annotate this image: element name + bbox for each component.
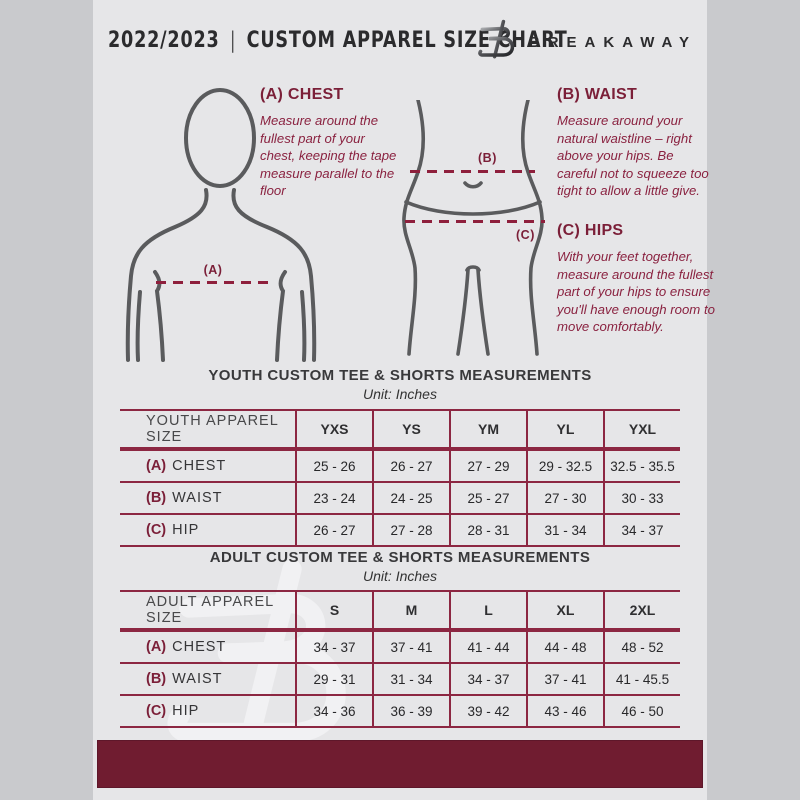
size-cell: 26 - 27 <box>372 451 449 481</box>
size-cell: 36 - 39 <box>372 696 449 726</box>
size-column-header: L <box>449 592 526 628</box>
size-cell: 26 - 27 <box>295 515 372 545</box>
table-header-row <box>120 411 680 449</box>
chest-marker-label: (A) <box>203 263 223 277</box>
size-cell: 27 - 29 <box>449 451 526 481</box>
size-cell: 37 - 41 <box>526 664 603 694</box>
size-column-header: YXS <box>295 411 372 447</box>
row-name: CHEST <box>172 639 227 655</box>
breakaway-logo-icon <box>477 18 521 62</box>
table-row <box>120 694 680 726</box>
table-header-row <box>120 592 680 630</box>
chest-guide-text: Measure around the fullest part of your chest, keeping the tape measure parallel to the floor <box>260 113 397 198</box>
size-cell: 23 - 24 <box>295 483 372 513</box>
row-name: WAIST <box>172 671 223 687</box>
size-cell: 29 - 32.5 <box>526 451 603 481</box>
row-label <box>120 483 295 513</box>
adult-size-table <box>120 590 680 728</box>
row-prefix: (B) <box>146 671 167 687</box>
row-label <box>120 451 295 481</box>
row-prefix: (A) <box>146 639 167 655</box>
chest-guide <box>260 86 400 200</box>
size-cell: 25 - 27 <box>449 483 526 513</box>
brand-name: BREAKAWAY <box>528 33 697 51</box>
size-cell: 34 - 37 <box>449 664 526 694</box>
row-label <box>120 515 295 545</box>
size-column-header: S <box>295 592 372 628</box>
row-label <box>120 664 295 694</box>
row-prefix: (B) <box>146 490 167 506</box>
size-cell: 34 - 37 <box>295 632 372 662</box>
waist-guide-title: (B) WAIST <box>557 86 638 103</box>
size-cell: 27 - 30 <box>526 483 603 513</box>
row-prefix: (A) <box>146 458 167 474</box>
row-name: CHEST <box>172 458 227 474</box>
row-label <box>120 632 295 662</box>
size-cell: 37 - 41 <box>372 632 449 662</box>
size-cell: 44 - 48 <box>526 632 603 662</box>
hips-guide <box>557 222 717 336</box>
size-cell: 34 - 37 <box>603 515 680 545</box>
size-cell: 30 - 33 <box>603 483 680 513</box>
size-cell: 34 - 36 <box>295 696 372 726</box>
size-cell: 31 - 34 <box>372 664 449 694</box>
size-cell: 32.5 - 35.5 <box>603 451 680 481</box>
size-chart-document <box>93 0 715 800</box>
hips-guide-title: (C) HIPS <box>557 222 624 239</box>
size-column-header: YS <box>372 411 449 447</box>
footer-accent-bar <box>97 740 703 788</box>
table-row <box>120 662 680 694</box>
size-cell: 41 - 45.5 <box>603 664 680 694</box>
hips-measure-line <box>405 220 545 223</box>
youth-table-unit: Unit: Inches <box>363 386 437 402</box>
size-cell: 31 - 34 <box>526 515 603 545</box>
adult-table-unit: Unit: Inches <box>363 568 437 584</box>
row-name: HIP <box>172 703 200 719</box>
title-divider: | <box>230 26 237 54</box>
youth-table-title: YOUTH CUSTOM TEE & SHORTS MEASUREMENTS <box>208 367 592 384</box>
size-column-header: YL <box>526 411 603 447</box>
brand-lockup <box>477 18 697 62</box>
size-column-header: M <box>372 592 449 628</box>
chart-title: CUSTOM APPAREL SIZE CHART <box>246 27 568 53</box>
row-prefix: (C) <box>146 522 167 538</box>
size-cell: 41 - 44 <box>449 632 526 662</box>
size-cell: 29 - 31 <box>295 664 372 694</box>
waist-marker-label: (B) <box>478 151 497 165</box>
hips-marker-label: (C) <box>516 228 535 242</box>
table-row <box>120 449 680 481</box>
size-cell: 39 - 42 <box>449 696 526 726</box>
size-cell: 25 - 26 <box>295 451 372 481</box>
row-label <box>120 696 295 726</box>
size-column-header: YM <box>449 411 526 447</box>
adult-size-header-label: ADULT APPAREL SIZE <box>146 594 274 626</box>
season-label: 2022/2023 <box>108 27 220 53</box>
size-cell: 24 - 25 <box>372 483 449 513</box>
youth-size-table <box>120 409 680 547</box>
size-cell: 48 - 52 <box>603 632 680 662</box>
size-cell: 43 - 46 <box>526 696 603 726</box>
size-cell: 28 - 31 <box>449 515 526 545</box>
size-cell: 46 - 50 <box>603 696 680 726</box>
row-name: WAIST <box>172 490 223 506</box>
youth-size-header-label: YOUTH APPAREL SIZE <box>146 413 279 445</box>
hips-guide-text: With your feet together, measure around the fullest part of your hips to ensure you'll have enough room to move comfortably. <box>557 249 715 334</box>
row-name: HIP <box>172 522 200 538</box>
chest-measure-line <box>156 281 269 284</box>
waist-measure-line <box>410 170 535 173</box>
size-column-header: XL <box>526 592 603 628</box>
row-prefix: (C) <box>146 703 167 719</box>
size-column-header: YXL <box>603 411 680 447</box>
size-cell: 27 - 28 <box>372 515 449 545</box>
adult-table-title: ADULT CUSTOM TEE & SHORTS MEASUREMENTS <box>209 549 591 566</box>
table-row <box>120 630 680 662</box>
table-row <box>120 481 680 513</box>
waist-guide-text: Measure around your natural waistline – right above your hips. Be careful not to squeeze too tight to allow a little give. <box>557 113 709 198</box>
table-row <box>120 513 680 545</box>
chest-guide-title: (A) CHEST <box>260 86 344 103</box>
size-column-header: 2XL <box>603 592 680 628</box>
waist-guide <box>557 86 709 200</box>
